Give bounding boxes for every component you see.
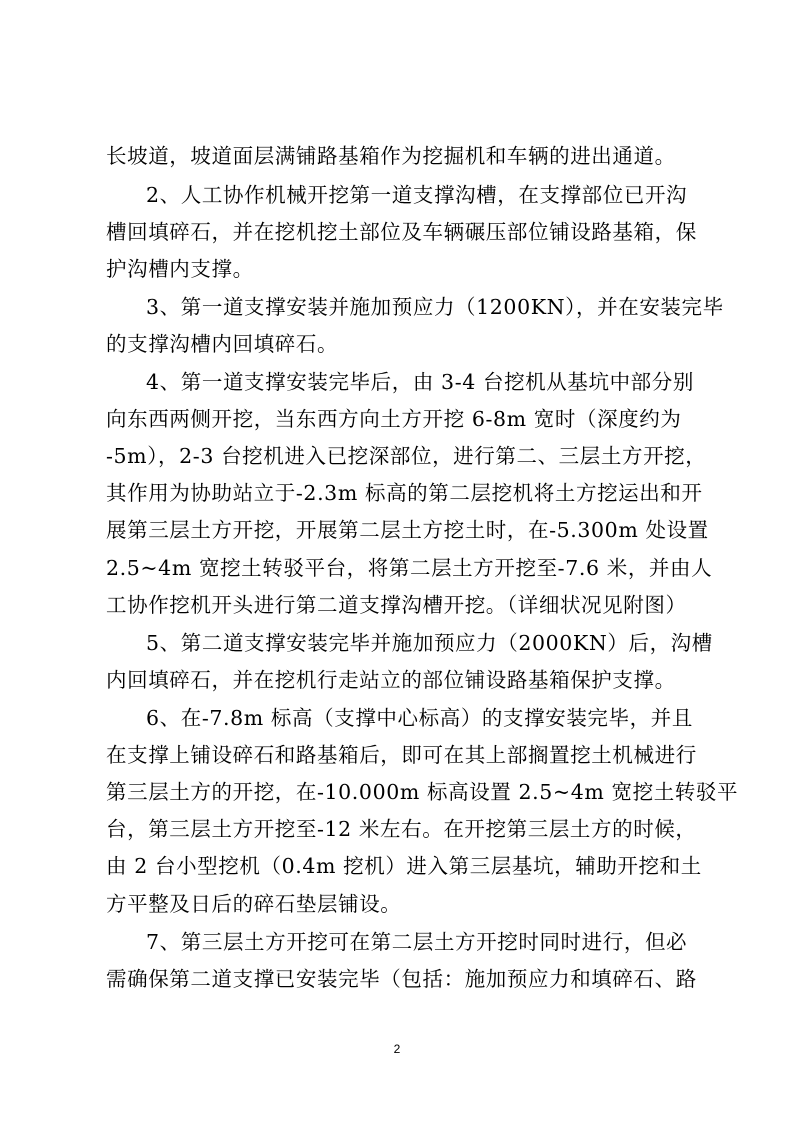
text-line: 台，第三层土方开挖至-12 米左右。在开挖第三层土方的时候， <box>106 817 697 841</box>
text-line: 长坡道，坡道面层满铺路基箱作为挖掘机和车辆的进出通道。 <box>106 144 676 168</box>
text-line: -5m），2-3 台挖机进入已挖深部位，进行第二、三层土方开挖， <box>106 444 707 468</box>
text-line: 2.5~4m 宽挖土转驳平台，将第二层土方开挖至-7.6 米，并由人 <box>106 556 713 580</box>
text-line: 3、第一道支撑安装并施加预应力（1200KN），并在安装完毕 <box>146 295 724 319</box>
text-line: 第三层土方的开挖，在-10.000m 标高设置 2.5~4m 宽挖土转驳平 <box>106 780 739 804</box>
text-line: 2、人工协作机械开挖第一道支撑沟槽，在支撑部位已开沟 <box>146 183 688 207</box>
text-line: 7、第三层土方开挖可在第二层土方开挖时同时进行，但必 <box>146 930 688 954</box>
text-line: 展第三层土方开挖，开展第二层土方挖土时，在-5.300m 处设置 <box>106 518 709 542</box>
text-line: 槽回填碎石，并在挖机挖土部位及车辆碾压部位铺设路基箱，保 <box>106 220 697 244</box>
text-line: 6、在-7.8m 标高（支撑中心标高）的支撑安装完毕，并且 <box>146 706 693 730</box>
text-line: 向东西两侧开挖，当东西方向土方开挖 6-8m 宽时（深度约为 <box>106 407 682 431</box>
text-line: 其作用为协助站立于-2.3m 标高的第二层挖机将土方挖运出和开 <box>106 481 703 505</box>
text-line: 由 2 台小型挖机（0.4m 挖机）进入第三层基坑，辅助开挖和土 <box>106 854 702 878</box>
text-line: 在支撑上铺设碎石和路基箱后，即可在其上部搁置挖土机械进行 <box>106 743 697 767</box>
text-line: 内回填碎石，并在挖机行走站立的部位铺设路基箱保护支撑。 <box>106 668 676 692</box>
text-line: 方平整及日后的碎石垫层铺设。 <box>106 892 402 916</box>
text-line: 5、第二道支撑安装完毕并施加预应力（2000KN）后，沟槽 <box>146 631 713 655</box>
text-line: 需确保第二道支撑已安装完毕（包括：施加预应力和填碎石、路 <box>106 967 697 991</box>
text-line: 4、第一道支撑安装完毕后，由 3-4 台挖机从基坑中部分别 <box>146 370 694 394</box>
text-line: 工协作挖机开头进行第二道支撑沟槽开挖。（详细状况见附图） <box>106 593 687 617</box>
text-line: 的支撑沟槽内回填碎石。 <box>106 332 339 356</box>
text-line: 护沟槽内支撑。 <box>106 257 254 281</box>
page-number: 2 <box>393 1042 401 1056</box>
